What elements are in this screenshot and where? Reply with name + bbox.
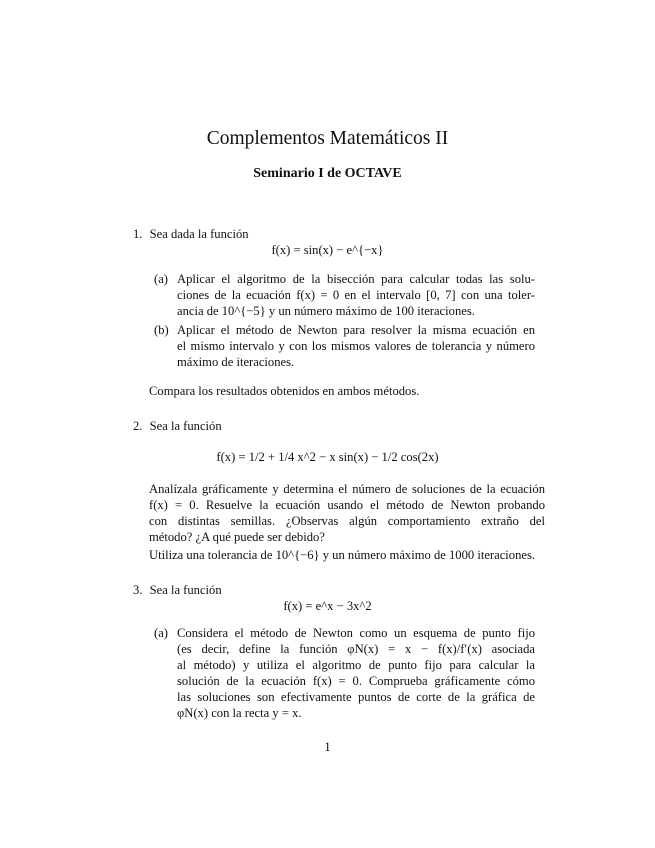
- problem-1-part-b: [177, 322, 535, 370]
- part-label: (b): [154, 323, 169, 337]
- document-subtitle: Seminario I de OCTAVE: [253, 166, 402, 181]
- part-label: (a): [154, 626, 168, 640]
- text-line: Aplicar el método de Newton para resolver la misma ecuación en: [177, 323, 535, 337]
- text-line: con distintas semillas. ¿Observas algún comportamiento extraño del: [149, 514, 545, 528]
- equation-1: f(x) = sin(x) − e^{−x}: [271, 243, 384, 257]
- part-label: (a): [154, 272, 168, 286]
- text-line: Aplicar el algoritmo de la bisección para calcular todas las solu-: [177, 272, 535, 286]
- text-line: solución de la ecuación f(x) = 0. Comprueba gráficamente cómo: [177, 674, 535, 688]
- problem-number: 3.: [133, 583, 143, 597]
- text-line: máximo de iteraciones.: [177, 355, 295, 369]
- text-line: ancia de 10^{−5} y un número máximo de 100 iteraciones.: [177, 304, 475, 318]
- problem-1-closing: Compara los resultados obtenidos en ambos métodos.: [149, 384, 420, 398]
- problem-intro: Sea dada la función: [149, 227, 249, 241]
- text-line: al método) y utiliza el algoritmo de punto fijo para calcular la: [177, 658, 535, 672]
- text-line: Considera el método de Newton como un esquema de punto fijo: [177, 626, 535, 640]
- problem-intro: Sea la función: [149, 419, 222, 433]
- text-line: ciones de la ecuación f(x) = 0 en el intervalo [0, 7] con una toler-: [177, 288, 535, 302]
- problem-intro: Sea la función: [149, 583, 222, 597]
- equation-2: f(x) = 1/2 + 1/4 x^2 − x sin(x) − 1/2 cos(2x): [216, 450, 439, 464]
- document-title: Complementos Matemáticos II: [206, 128, 449, 149]
- problem-1-part-a: [177, 271, 535, 319]
- problem-2-closing: Utiliza una tolerancia de 10^{−6} y un número máximo de 1000 iteraciones.: [149, 548, 536, 562]
- equation-3: f(x) = e^x − 3x^2: [283, 599, 372, 613]
- text-line: el mismo intervalo y con los mismos valores de tolerancia y número: [177, 339, 535, 353]
- problem-3-part-a: [177, 625, 535, 721]
- problem-3: [133, 582, 222, 598]
- text-line: las soluciones son efectivamente puntos de corte de la gráfica de: [177, 690, 535, 704]
- text-line: Analízala gráficamente y determina el número de soluciones de la ecuación: [149, 482, 545, 496]
- problem-1: [133, 226, 249, 242]
- text-line: método? ¿A qué puede ser debido?: [149, 530, 325, 544]
- problem-2: [133, 418, 222, 434]
- problem-number: 1.: [133, 227, 143, 241]
- text-line: f(x) = 0. Resuelve la ecuación usando el método de Newton probando: [149, 498, 545, 512]
- page-number: 1: [324, 740, 331, 754]
- problem-number: 2.: [133, 419, 143, 433]
- text-line: φN(x) con la recta y = x.: [177, 706, 302, 720]
- problem-2-text: [149, 481, 545, 545]
- text-line: (es decir, define la función φN(x) = x − f(x)/f′(x) asociada: [177, 642, 535, 656]
